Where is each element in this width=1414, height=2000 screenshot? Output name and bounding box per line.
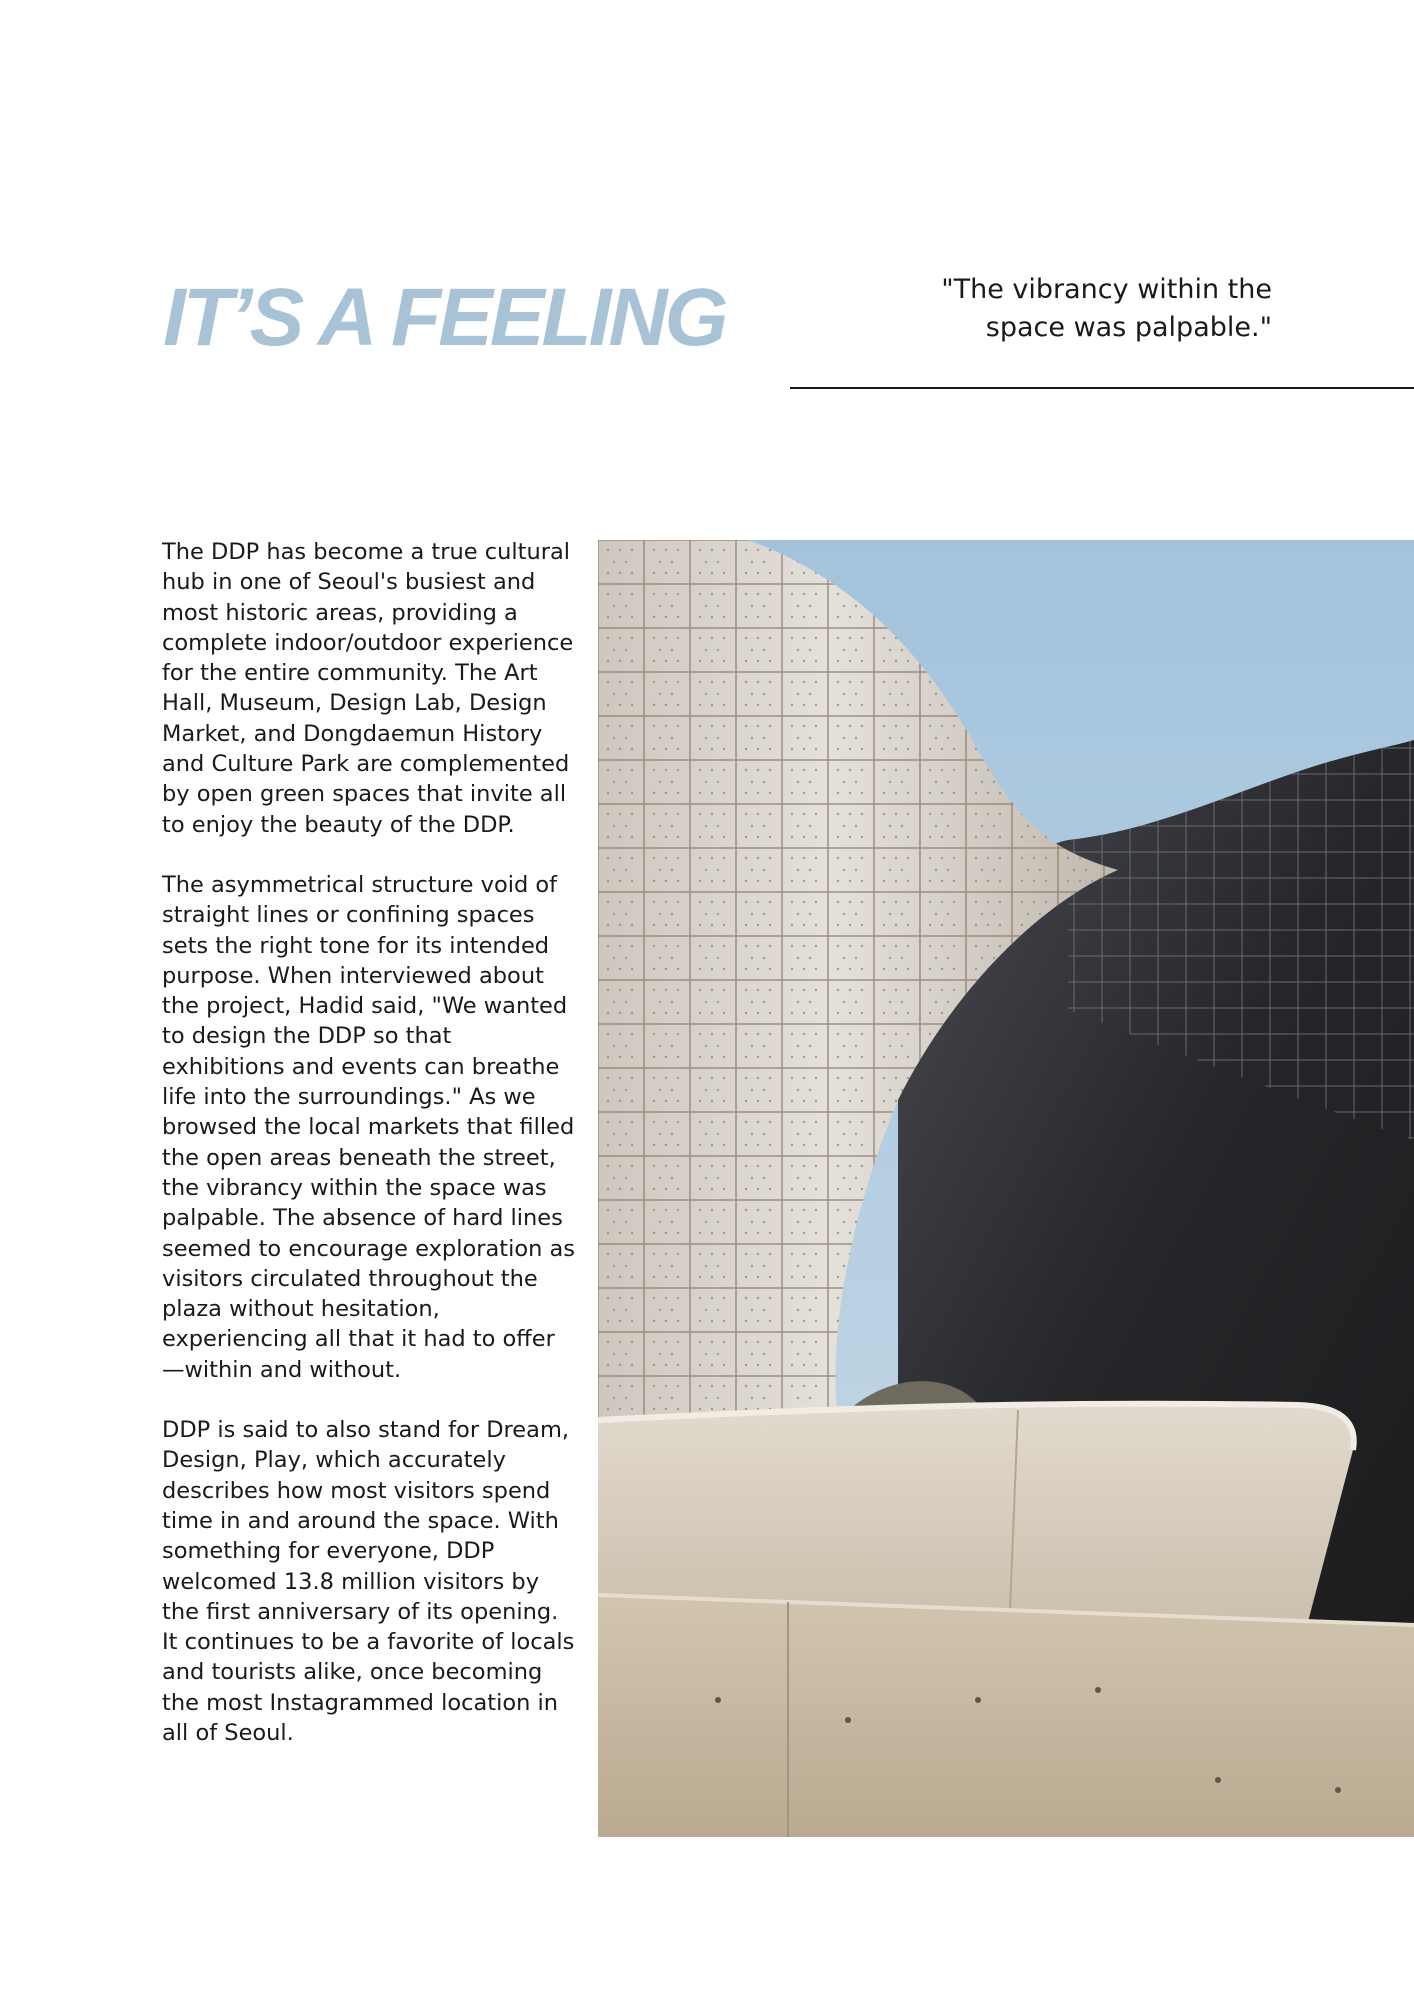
quote-divider [790,387,1414,389]
pull-quote [832,271,1272,347]
pull-quote-line-1: "The vibrancy within the [941,274,1272,305]
body-paragraph-2: The asymmetrical structure void of straight lines or confining spaces sets the right tone for its intended purpose. When interviewed about the project, Hadid said, "We wanted to design the DDP so that exhibitions and events can breathe life into the surroundings." As we browsed the local markets that filled the open areas beneath the street, the vibrancy within the space was palpable. The absence of hard lines seemed to encourage exploration as visitors circulated throughout the plaza without hesitation, experiencing all that it had to offer—within and without. [162,871,576,1383]
body-paragraph-1: The DDP has become a true cultural hub in one of Seoul's busiest and most historic areas, providing a complete indoor/outdoor experience for the entire community. The Art Hall, Museum, Design Lab, Design Market, and Dongdaemun History and Culture Park are complemented by open green spaces that invite all to enjoy the beauty of the DDP. [162,539,574,838]
pull-quote-line-2: space was palpable." [985,312,1272,343]
ddp-architecture-photo [598,540,1414,1837]
body-copy [162,537,577,1778]
page-headline: IT’S A FEELING [163,272,726,363]
body-paragraph-3: DDP is said to also stand for Dream, Design, Play, which accurately describes how most visitors spend time in and around the space. With something for everyone, DDP welcomed 13.8 million visitors by the first anniversary of its opening. It continues to be a favorite of locals and tourists alike, once becoming the most Instagrammed location in all of Seoul. [162,1417,575,1746]
ddp-photo-illustration [598,540,1414,1837]
